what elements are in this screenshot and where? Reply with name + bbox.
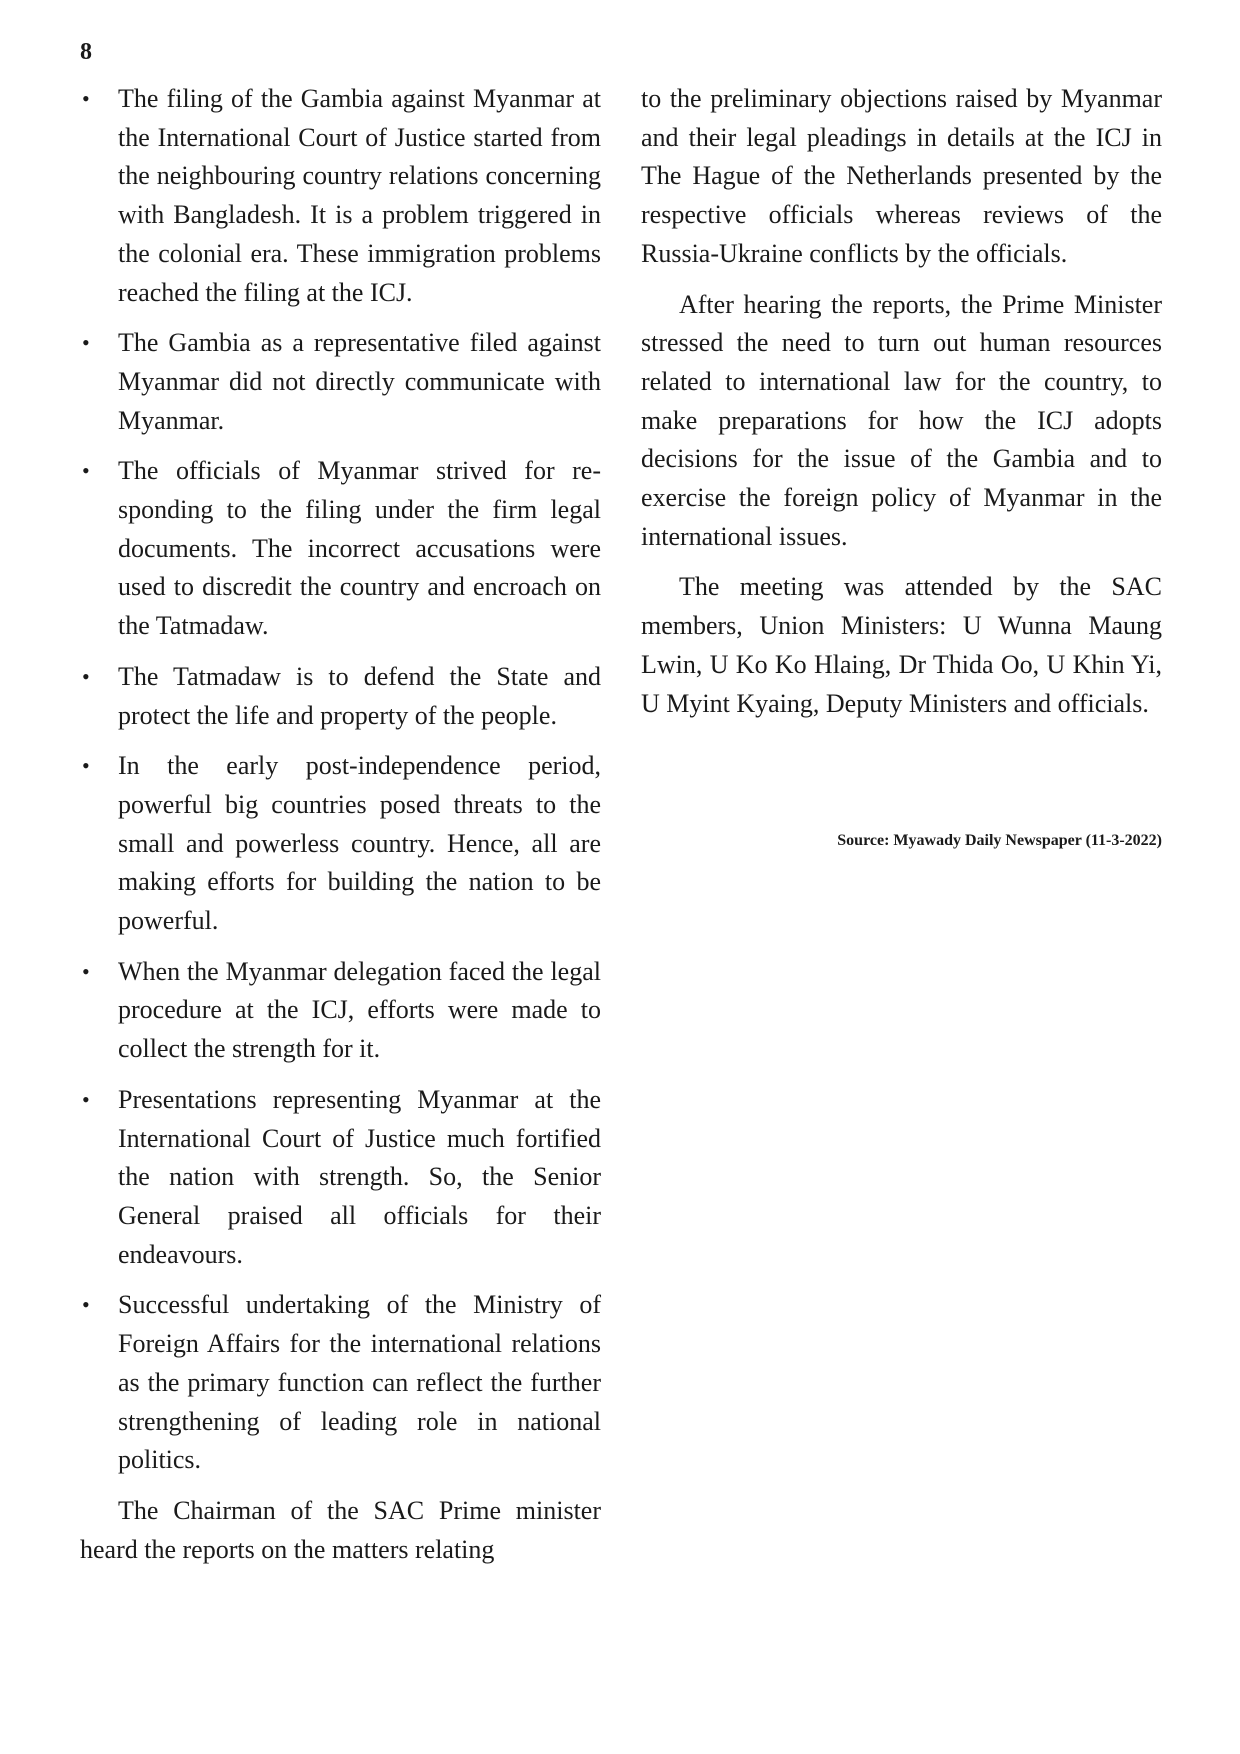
- bullet-item: [80, 324, 601, 440]
- bullet-item: [80, 80, 601, 312]
- bullet-icon: •: [82, 753, 90, 779]
- left-column: [80, 80, 601, 1581]
- prime-minister-paragraph: After hearing the reports, the Prime Minister stressed the need to turn out human resources related to international law for the country, to make preparations for how the ICJ adopts decisions for the issue of the Gambia and to exercise the foreign policy of Myanmar in the international issues.: [641, 289, 1162, 551]
- bullet-icon: •: [82, 458, 90, 484]
- attendance-paragraph: The meeting was attended by the SAC members, Union Ministers: U Wunna Maung Lwin, U Ko Ko Hlaing, Dr Thida Oo, U Khin Yi, U Myint Kyaing, Deputy Ministers and officials.: [641, 572, 1162, 718]
- bullet-item: [80, 1286, 601, 1480]
- bullet-icon: •: [82, 1292, 90, 1318]
- bullet-icon: •: [82, 1086, 90, 1112]
- page-number: 8: [80, 39, 92, 65]
- bullet-text: The filing of the Gambia against Myanmar at the International Court of Justice started from the neighbouring country relations concerning with Bangladesh. It is a problem triggered in the colonial era. These immigration problems reached the filing at the ICJ.: [118, 84, 601, 307]
- bullet-text: When the Myanmar delegation faced the legal procedure at the ICJ, efforts were made to collect the strength for it.: [118, 956, 601, 1064]
- bullet-list: [80, 80, 601, 1480]
- bullet-item: [80, 1081, 601, 1275]
- bullet-icon: •: [82, 330, 90, 356]
- bullet-icon: •: [82, 663, 90, 689]
- bullet-icon: •: [82, 86, 90, 111]
- bullet-item: [80, 658, 601, 735]
- bullet-item: [80, 452, 601, 646]
- source-citation: Source: Myawady Daily Newspaper (11-3-2022): [837, 832, 1162, 850]
- bullet-text: Presentations representing Myanmar at the International Court of Justice much fortified the nation with strength. So, the Senior General praised all officials for their endeavours.: [118, 1084, 601, 1269]
- bullet-item: [80, 953, 601, 1069]
- bullet-icon: •: [82, 958, 90, 984]
- bullet-text: The officials of Myanmar strived for responding to the filing under the firm legal documents. The incorrect accusations were used to discredit the country and encroach on the Tatmadaw.: [118, 456, 601, 641]
- bullet-item: [80, 747, 601, 941]
- continued-paragraph: to the preliminary objections raised by Myanmar and their legal pleadings in details at the ICJ in The Hague of the Netherlands presented by the respective officials whereas reviews of the Russia-Ukraine conflicts by the officials.: [641, 84, 1162, 268]
- closing-paragraph: The Chairman of the SAC Prime minister heard the reports on the matters relating: [80, 1495, 601, 1564]
- right-column: [641, 80, 1162, 851]
- bullet-text: Successful undertaking of the Ministry of Foreign Affairs for the international relations as the primary function can reflect the further strengthening of leading role in national politics.: [118, 1290, 601, 1475]
- bullet-text: The Gambia as a representative filed against Myanmar did not directly communicate with Myanmar.: [118, 328, 601, 435]
- bullet-text: In the early post-independence period, powerful big countries posed threats to the small and powerless country. Hence, all are making efforts for building the nation to be powerful.: [118, 751, 601, 936]
- bullet-text: The Tatmadaw is to defend the State and protect the life and property of the people.: [118, 661, 601, 730]
